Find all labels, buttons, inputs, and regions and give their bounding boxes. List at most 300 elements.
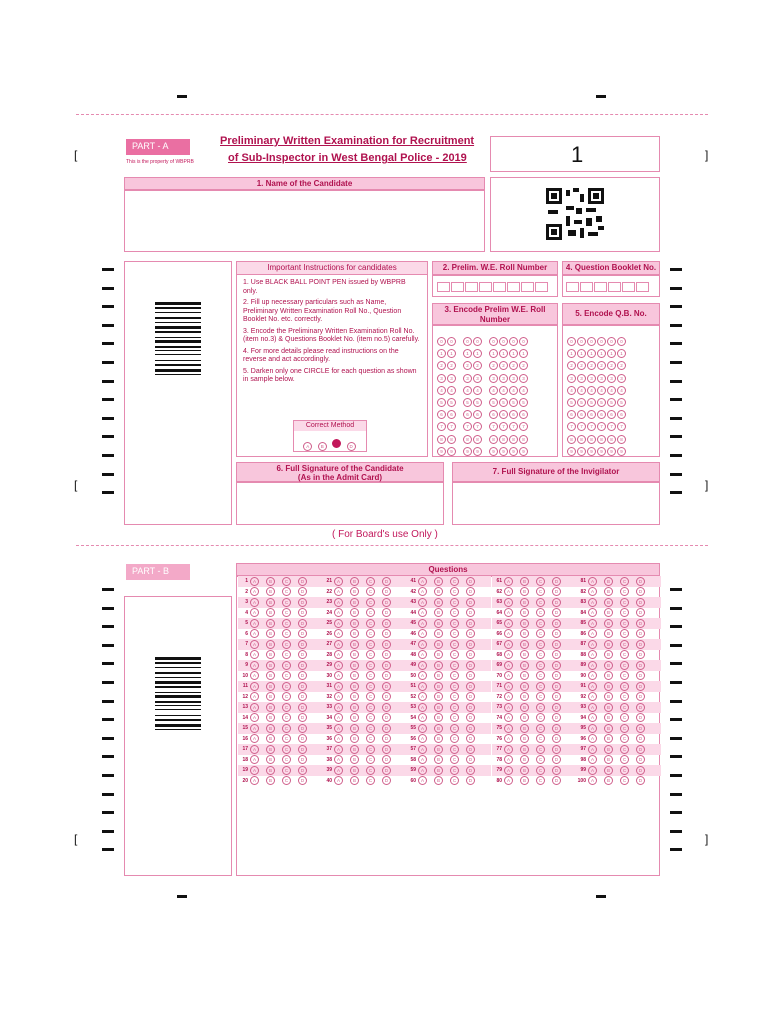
answer-bubble[interactable]: C bbox=[536, 661, 545, 670]
answer-bubble[interactable]: D bbox=[636, 598, 645, 607]
digit-bubble[interactable]: 3 bbox=[597, 374, 606, 383]
answer-bubble[interactable]: B bbox=[434, 661, 443, 670]
answer-bubble[interactable]: C bbox=[366, 608, 375, 617]
answer-bubble[interactable]: D bbox=[298, 619, 307, 628]
answer-bubble[interactable]: D bbox=[382, 661, 391, 670]
answer-bubble[interactable]: B bbox=[604, 724, 613, 733]
answer-bubble[interactable]: C bbox=[366, 619, 375, 628]
digit-bubble[interactable]: 0 bbox=[607, 337, 616, 346]
digit-bubble[interactable]: 1 bbox=[567, 349, 576, 358]
answer-bubble[interactable]: A bbox=[504, 598, 513, 607]
answer-bubble[interactable]: A bbox=[588, 650, 597, 659]
answer-bubble[interactable]: D bbox=[636, 682, 645, 691]
answer-bubble[interactable]: D bbox=[466, 577, 475, 586]
answer-bubble[interactable]: B bbox=[350, 608, 359, 617]
digit-bubble[interactable]: 2 bbox=[617, 361, 626, 370]
answer-bubble[interactable]: B bbox=[434, 629, 443, 638]
answer-bubble[interactable]: A bbox=[588, 745, 597, 754]
answer-bubble[interactable]: C bbox=[620, 619, 629, 628]
answer-bubble[interactable]: D bbox=[466, 703, 475, 712]
answer-bubble[interactable]: D bbox=[382, 755, 391, 764]
digit-bubble[interactable]: 6 bbox=[489, 410, 498, 419]
digit-bubble[interactable]: 9 bbox=[617, 447, 626, 456]
answer-bubble[interactable]: A bbox=[334, 776, 343, 785]
answer-bubble[interactable]: C bbox=[536, 734, 545, 743]
digit-bubble[interactable]: 9 bbox=[567, 447, 576, 456]
answer-bubble[interactable]: C bbox=[282, 650, 291, 659]
digit-bubble[interactable]: 4 bbox=[447, 386, 456, 395]
answer-bubble[interactable]: D bbox=[466, 745, 475, 754]
answer-bubble[interactable]: B bbox=[520, 619, 529, 628]
answer-bubble[interactable]: C bbox=[282, 577, 291, 586]
answer-bubble[interactable]: C bbox=[366, 703, 375, 712]
answer-bubble[interactable]: C bbox=[450, 755, 459, 764]
answer-bubble[interactable]: C bbox=[366, 734, 375, 743]
digit-bubble[interactable]: 1 bbox=[577, 349, 586, 358]
answer-bubble[interactable]: B bbox=[266, 755, 275, 764]
digit-bubble[interactable]: 5 bbox=[509, 398, 518, 407]
answer-bubble[interactable]: D bbox=[552, 650, 561, 659]
answer-bubble[interactable]: A bbox=[588, 577, 597, 586]
answer-bubble[interactable]: C bbox=[536, 608, 545, 617]
answer-bubble[interactable]: B bbox=[604, 640, 613, 649]
answer-bubble[interactable]: A bbox=[334, 745, 343, 754]
answer-bubble[interactable]: B bbox=[434, 640, 443, 649]
answer-bubble[interactable]: A bbox=[588, 713, 597, 722]
digit-bubble[interactable]: 1 bbox=[499, 349, 508, 358]
answer-bubble[interactable]: B bbox=[604, 577, 613, 586]
answer-bubble[interactable]: C bbox=[282, 682, 291, 691]
answer-bubble[interactable]: D bbox=[466, 608, 475, 617]
answer-bubble[interactable]: A bbox=[588, 766, 597, 775]
answer-bubble[interactable]: D bbox=[636, 650, 645, 659]
answer-bubble[interactable]: A bbox=[418, 671, 427, 680]
answer-bubble[interactable]: A bbox=[334, 766, 343, 775]
digit-bubble[interactable]: 6 bbox=[587, 410, 596, 419]
answer-bubble[interactable]: C bbox=[450, 724, 459, 733]
signature-invigilator-field[interactable] bbox=[452, 482, 660, 525]
digit-bubble[interactable]: 7 bbox=[587, 422, 596, 431]
answer-bubble[interactable]: C bbox=[366, 650, 375, 659]
answer-bubble[interactable]: B bbox=[350, 734, 359, 743]
digit-bubble[interactable]: 1 bbox=[489, 349, 498, 358]
answer-bubble[interactable]: C bbox=[620, 703, 629, 712]
answer-bubble[interactable]: D bbox=[466, 734, 475, 743]
answer-bubble[interactable]: C bbox=[366, 766, 375, 775]
answer-bubble[interactable]: B bbox=[434, 713, 443, 722]
answer-bubble[interactable]: C bbox=[450, 650, 459, 659]
answer-bubble[interactable]: C bbox=[620, 671, 629, 680]
digit-bubble[interactable]: 7 bbox=[437, 422, 446, 431]
digit-bubble[interactable]: 3 bbox=[499, 374, 508, 383]
answer-bubble[interactable]: C bbox=[450, 661, 459, 670]
answer-bubble[interactable]: C bbox=[536, 703, 545, 712]
digit-bubble[interactable]: 7 bbox=[597, 422, 606, 431]
answer-bubble[interactable]: C bbox=[366, 713, 375, 722]
answer-bubble[interactable]: D bbox=[298, 671, 307, 680]
answer-bubble[interactable]: B bbox=[434, 619, 443, 628]
answer-bubble[interactable]: C bbox=[282, 692, 291, 701]
digit-bubble[interactable]: 0 bbox=[437, 337, 446, 346]
answer-bubble[interactable]: D bbox=[552, 776, 561, 785]
answer-bubble[interactable]: C bbox=[282, 661, 291, 670]
digit-bubble[interactable]: 0 bbox=[509, 337, 518, 346]
digit-bubble[interactable]: 3 bbox=[473, 374, 482, 383]
answer-bubble[interactable]: C bbox=[282, 755, 291, 764]
digit-bubble[interactable]: 2 bbox=[577, 361, 586, 370]
answer-bubble[interactable]: A bbox=[418, 692, 427, 701]
digit-bubble[interactable]: 2 bbox=[509, 361, 518, 370]
digit-bubble[interactable]: 7 bbox=[519, 422, 528, 431]
digit-bubble[interactable]: 1 bbox=[463, 349, 472, 358]
digit-bubble[interactable]: 3 bbox=[577, 374, 586, 383]
digit-bubble[interactable]: 4 bbox=[577, 386, 586, 395]
answer-bubble[interactable]: C bbox=[620, 598, 629, 607]
answer-bubble[interactable]: B bbox=[266, 734, 275, 743]
answer-bubble[interactable]: C bbox=[282, 671, 291, 680]
digit-bubble[interactable]: 7 bbox=[447, 422, 456, 431]
digit-bubble[interactable]: 8 bbox=[463, 435, 472, 444]
answer-bubble[interactable]: B bbox=[604, 734, 613, 743]
answer-bubble[interactable]: D bbox=[382, 724, 391, 733]
digit-bubble[interactable]: 9 bbox=[597, 447, 606, 456]
answer-bubble[interactable]: B bbox=[604, 745, 613, 754]
digit-bubble[interactable]: 2 bbox=[437, 361, 446, 370]
answer-bubble[interactable]: A bbox=[504, 703, 513, 712]
answer-bubble[interactable]: C bbox=[536, 682, 545, 691]
answer-bubble[interactable]: A bbox=[588, 587, 597, 596]
digit-bubble[interactable]: 0 bbox=[577, 337, 586, 346]
answer-bubble[interactable]: C bbox=[620, 692, 629, 701]
answer-bubble[interactable]: B bbox=[520, 713, 529, 722]
digit-bubble[interactable]: 3 bbox=[607, 374, 616, 383]
digit-bubble[interactable]: 7 bbox=[509, 422, 518, 431]
answer-bubble[interactable]: B bbox=[434, 724, 443, 733]
answer-bubble[interactable]: A bbox=[588, 608, 597, 617]
digit-bubble[interactable]: 6 bbox=[499, 410, 508, 419]
answer-bubble[interactable]: A bbox=[418, 745, 427, 754]
answer-bubble[interactable]: B bbox=[604, 692, 613, 701]
answer-bubble[interactable]: B bbox=[350, 703, 359, 712]
answer-bubble[interactable]: D bbox=[466, 587, 475, 596]
answer-bubble[interactable]: A bbox=[250, 745, 259, 754]
answer-bubble[interactable]: C bbox=[366, 640, 375, 649]
answer-bubble[interactable]: A bbox=[418, 587, 427, 596]
answer-bubble[interactable]: C bbox=[282, 587, 291, 596]
digit-bubble[interactable]: 5 bbox=[519, 398, 528, 407]
answer-bubble[interactable]: C bbox=[536, 640, 545, 649]
answer-bubble[interactable]: D bbox=[382, 682, 391, 691]
answer-bubble[interactable]: A bbox=[250, 650, 259, 659]
answer-bubble[interactable]: B bbox=[266, 776, 275, 785]
answer-bubble[interactable]: A bbox=[418, 766, 427, 775]
digit-bubble[interactable]: 6 bbox=[607, 410, 616, 419]
answer-bubble[interactable]: A bbox=[334, 587, 343, 596]
answer-bubble[interactable]: A bbox=[250, 587, 259, 596]
signature-candidate-field[interactable] bbox=[236, 482, 444, 525]
answer-bubble[interactable]: D bbox=[298, 661, 307, 670]
answer-bubble[interactable]: D bbox=[552, 587, 561, 596]
answer-bubble[interactable]: C bbox=[620, 608, 629, 617]
answer-bubble[interactable]: A bbox=[588, 598, 597, 607]
digit-bubble[interactable]: 5 bbox=[463, 398, 472, 407]
answer-bubble[interactable]: B bbox=[266, 713, 275, 722]
answer-bubble[interactable]: B bbox=[604, 755, 613, 764]
answer-bubble[interactable]: D bbox=[466, 640, 475, 649]
digit-bubble[interactable]: 2 bbox=[473, 361, 482, 370]
answer-bubble[interactable]: C bbox=[282, 598, 291, 607]
digit-bubble[interactable]: 2 bbox=[587, 361, 596, 370]
answer-bubble[interactable]: A bbox=[504, 734, 513, 743]
answer-bubble[interactable]: B bbox=[520, 776, 529, 785]
answer-bubble[interactable]: A bbox=[504, 755, 513, 764]
answer-bubble[interactable]: C bbox=[366, 587, 375, 596]
answer-bubble[interactable]: A bbox=[588, 776, 597, 785]
answer-bubble[interactable]: D bbox=[636, 640, 645, 649]
answer-bubble[interactable]: B bbox=[350, 640, 359, 649]
answer-bubble[interactable]: A bbox=[418, 703, 427, 712]
answer-bubble[interactable]: A bbox=[504, 776, 513, 785]
answer-bubble[interactable]: B bbox=[350, 619, 359, 628]
answer-bubble[interactable]: B bbox=[520, 703, 529, 712]
answer-bubble[interactable]: D bbox=[636, 629, 645, 638]
answer-bubble[interactable]: B bbox=[604, 587, 613, 596]
digit-bubble[interactable]: 7 bbox=[607, 422, 616, 431]
answer-bubble[interactable]: A bbox=[418, 650, 427, 659]
answer-bubble[interactable]: D bbox=[636, 724, 645, 733]
answer-bubble[interactable]: C bbox=[620, 650, 629, 659]
answer-bubble[interactable]: A bbox=[250, 682, 259, 691]
answer-bubble[interactable]: B bbox=[434, 608, 443, 617]
answer-bubble[interactable]: D bbox=[552, 745, 561, 754]
digit-bubble[interactable]: 0 bbox=[447, 337, 456, 346]
answer-bubble[interactable]: A bbox=[504, 692, 513, 701]
answer-bubble[interactable]: C bbox=[366, 692, 375, 701]
answer-bubble[interactable]: C bbox=[282, 776, 291, 785]
digit-bubble[interactable]: 1 bbox=[587, 349, 596, 358]
answer-bubble[interactable]: B bbox=[350, 713, 359, 722]
answer-bubble[interactable]: C bbox=[620, 577, 629, 586]
answer-bubble[interactable]: D bbox=[552, 692, 561, 701]
answer-bubble[interactable]: B bbox=[604, 661, 613, 670]
answer-bubble[interactable]: D bbox=[552, 755, 561, 764]
answer-bubble[interactable]: A bbox=[250, 703, 259, 712]
answer-bubble[interactable]: C bbox=[450, 692, 459, 701]
answer-bubble[interactable]: C bbox=[536, 598, 545, 607]
answer-bubble[interactable]: A bbox=[504, 745, 513, 754]
digit-bubble[interactable]: 1 bbox=[519, 349, 528, 358]
digit-bubble[interactable]: 4 bbox=[463, 386, 472, 395]
digit-bubble[interactable]: 4 bbox=[489, 386, 498, 395]
answer-bubble[interactable]: B bbox=[520, 724, 529, 733]
digit-bubble[interactable]: 2 bbox=[607, 361, 616, 370]
answer-bubble[interactable]: B bbox=[350, 776, 359, 785]
answer-bubble[interactable]: B bbox=[604, 650, 613, 659]
answer-bubble[interactable]: C bbox=[282, 703, 291, 712]
answer-bubble[interactable]: C bbox=[620, 640, 629, 649]
answer-bubble[interactable]: C bbox=[450, 587, 459, 596]
answer-bubble[interactable]: A bbox=[334, 671, 343, 680]
answer-bubble[interactable]: D bbox=[382, 671, 391, 680]
digit-bubble[interactable]: 7 bbox=[489, 422, 498, 431]
answer-bubble[interactable]: C bbox=[282, 608, 291, 617]
answer-bubble[interactable]: B bbox=[434, 682, 443, 691]
digit-bubble[interactable]: 0 bbox=[489, 337, 498, 346]
answer-bubble[interactable]: B bbox=[434, 703, 443, 712]
answer-bubble[interactable]: B bbox=[604, 766, 613, 775]
answer-bubble[interactable]: B bbox=[350, 755, 359, 764]
answer-bubble[interactable]: A bbox=[334, 619, 343, 628]
digit-bubble[interactable]: 6 bbox=[463, 410, 472, 419]
answer-bubble[interactable]: D bbox=[636, 661, 645, 670]
answer-bubble[interactable]: B bbox=[520, 598, 529, 607]
digit-bubble[interactable]: 1 bbox=[617, 349, 626, 358]
answer-bubble[interactable]: C bbox=[536, 692, 545, 701]
answer-bubble[interactable]: D bbox=[466, 619, 475, 628]
answer-bubble[interactable]: A bbox=[334, 734, 343, 743]
answer-bubble[interactable]: A bbox=[588, 755, 597, 764]
digit-bubble[interactable]: 8 bbox=[567, 435, 576, 444]
answer-bubble[interactable]: D bbox=[382, 598, 391, 607]
answer-bubble[interactable]: D bbox=[382, 734, 391, 743]
answer-bubble[interactable]: C bbox=[282, 619, 291, 628]
answer-bubble[interactable]: C bbox=[450, 608, 459, 617]
answer-bubble[interactable]: B bbox=[350, 661, 359, 670]
answer-bubble[interactable]: A bbox=[334, 640, 343, 649]
digit-bubble[interactable]: 4 bbox=[519, 386, 528, 395]
digit-bubble[interactable]: 6 bbox=[577, 410, 586, 419]
digit-bubble[interactable]: 8 bbox=[617, 435, 626, 444]
answer-bubble[interactable]: B bbox=[520, 734, 529, 743]
answer-bubble[interactable]: C bbox=[282, 745, 291, 754]
digit-bubble[interactable]: 4 bbox=[617, 386, 626, 395]
answer-bubble[interactable]: A bbox=[418, 724, 427, 733]
digit-bubble[interactable]: 0 bbox=[463, 337, 472, 346]
answer-bubble[interactable]: D bbox=[636, 671, 645, 680]
digit-bubble[interactable]: 3 bbox=[617, 374, 626, 383]
answer-bubble[interactable]: C bbox=[450, 776, 459, 785]
answer-bubble[interactable]: A bbox=[588, 682, 597, 691]
digit-bubble[interactable]: 0 bbox=[519, 337, 528, 346]
digit-bubble[interactable]: 4 bbox=[437, 386, 446, 395]
answer-bubble[interactable]: A bbox=[250, 766, 259, 775]
digit-bubble[interactable]: 5 bbox=[617, 398, 626, 407]
digit-bubble[interactable]: 4 bbox=[499, 386, 508, 395]
answer-bubble[interactable]: A bbox=[334, 703, 343, 712]
digit-bubble[interactable]: 5 bbox=[489, 398, 498, 407]
answer-bubble[interactable]: C bbox=[536, 671, 545, 680]
answer-bubble[interactable]: D bbox=[382, 577, 391, 586]
digit-bubble[interactable]: 0 bbox=[617, 337, 626, 346]
digit-bubble[interactable]: 3 bbox=[509, 374, 518, 383]
digit-bubble[interactable]: 8 bbox=[509, 435, 518, 444]
digit-bubble[interactable]: 9 bbox=[509, 447, 518, 456]
answer-bubble[interactable]: B bbox=[520, 650, 529, 659]
answer-bubble[interactable]: D bbox=[382, 766, 391, 775]
answer-bubble[interactable]: B bbox=[434, 692, 443, 701]
answer-bubble[interactable]: A bbox=[504, 619, 513, 628]
answer-bubble[interactable]: B bbox=[434, 577, 443, 586]
answer-bubble[interactable]: A bbox=[504, 577, 513, 586]
answer-bubble[interactable]: D bbox=[382, 776, 391, 785]
answer-bubble[interactable]: A bbox=[504, 661, 513, 670]
answer-bubble[interactable]: A bbox=[334, 650, 343, 659]
answer-bubble[interactable]: D bbox=[382, 640, 391, 649]
answer-bubble[interactable]: A bbox=[504, 682, 513, 691]
answer-bubble[interactable]: D bbox=[298, 629, 307, 638]
answer-bubble[interactable]: A bbox=[418, 640, 427, 649]
answer-bubble[interactable]: D bbox=[466, 671, 475, 680]
answer-bubble[interactable]: B bbox=[266, 766, 275, 775]
answer-bubble[interactable]: C bbox=[536, 724, 545, 733]
answer-bubble[interactable]: B bbox=[266, 650, 275, 659]
answer-bubble[interactable]: A bbox=[250, 776, 259, 785]
digit-bubble[interactable]: 6 bbox=[597, 410, 606, 419]
answer-bubble[interactable]: C bbox=[282, 766, 291, 775]
answer-bubble[interactable]: C bbox=[282, 629, 291, 638]
answer-bubble[interactable]: C bbox=[620, 629, 629, 638]
digit-bubble[interactable]: 6 bbox=[473, 410, 482, 419]
answer-bubble[interactable]: B bbox=[434, 776, 443, 785]
digit-bubble[interactable]: 5 bbox=[437, 398, 446, 407]
digit-bubble[interactable]: 8 bbox=[489, 435, 498, 444]
answer-bubble[interactable]: B bbox=[266, 703, 275, 712]
digit-bubble[interactable]: 9 bbox=[489, 447, 498, 456]
digit-bubble[interactable]: 3 bbox=[519, 374, 528, 383]
answer-bubble[interactable]: B bbox=[604, 629, 613, 638]
answer-bubble[interactable]: C bbox=[450, 713, 459, 722]
answer-bubble[interactable]: B bbox=[520, 640, 529, 649]
answer-bubble[interactable]: D bbox=[466, 650, 475, 659]
answer-bubble[interactable]: B bbox=[266, 577, 275, 586]
digit-bubble[interactable]: 8 bbox=[577, 435, 586, 444]
answer-bubble[interactable]: C bbox=[536, 766, 545, 775]
answer-bubble[interactable]: A bbox=[588, 724, 597, 733]
digit-bubble[interactable]: 1 bbox=[597, 349, 606, 358]
answer-bubble[interactable]: D bbox=[636, 734, 645, 743]
answer-bubble[interactable]: C bbox=[620, 587, 629, 596]
digit-bubble[interactable]: 8 bbox=[597, 435, 606, 444]
answer-bubble[interactable]: C bbox=[620, 776, 629, 785]
answer-bubble[interactable]: D bbox=[636, 776, 645, 785]
answer-bubble[interactable]: A bbox=[250, 619, 259, 628]
digit-bubble[interactable]: 4 bbox=[509, 386, 518, 395]
digit-bubble[interactable]: 5 bbox=[587, 398, 596, 407]
answer-bubble[interactable]: C bbox=[620, 661, 629, 670]
answer-bubble[interactable]: A bbox=[250, 640, 259, 649]
digit-bubble[interactable]: 1 bbox=[509, 349, 518, 358]
answer-bubble[interactable]: A bbox=[334, 598, 343, 607]
answer-bubble[interactable]: D bbox=[298, 682, 307, 691]
digit-bubble[interactable]: 5 bbox=[473, 398, 482, 407]
answer-bubble[interactable]: A bbox=[588, 671, 597, 680]
encode-qb-grid[interactable] bbox=[562, 325, 660, 457]
digit-bubble[interactable]: 7 bbox=[617, 422, 626, 431]
answer-bubble[interactable]: B bbox=[520, 682, 529, 691]
answer-bubble[interactable]: C bbox=[450, 577, 459, 586]
answer-bubble[interactable]: A bbox=[504, 671, 513, 680]
answer-bubble[interactable]: D bbox=[552, 619, 561, 628]
answer-bubble[interactable]: D bbox=[382, 745, 391, 754]
answer-bubble[interactable]: B bbox=[520, 629, 529, 638]
answer-bubble[interactable]: B bbox=[350, 724, 359, 733]
digit-bubble[interactable]: 6 bbox=[617, 410, 626, 419]
answer-bubble[interactable]: B bbox=[350, 682, 359, 691]
name-of-candidate-field[interactable] bbox=[124, 190, 485, 252]
answer-bubble[interactable]: D bbox=[466, 629, 475, 638]
answer-bubble[interactable]: B bbox=[350, 587, 359, 596]
answer-bubble[interactable]: A bbox=[418, 661, 427, 670]
